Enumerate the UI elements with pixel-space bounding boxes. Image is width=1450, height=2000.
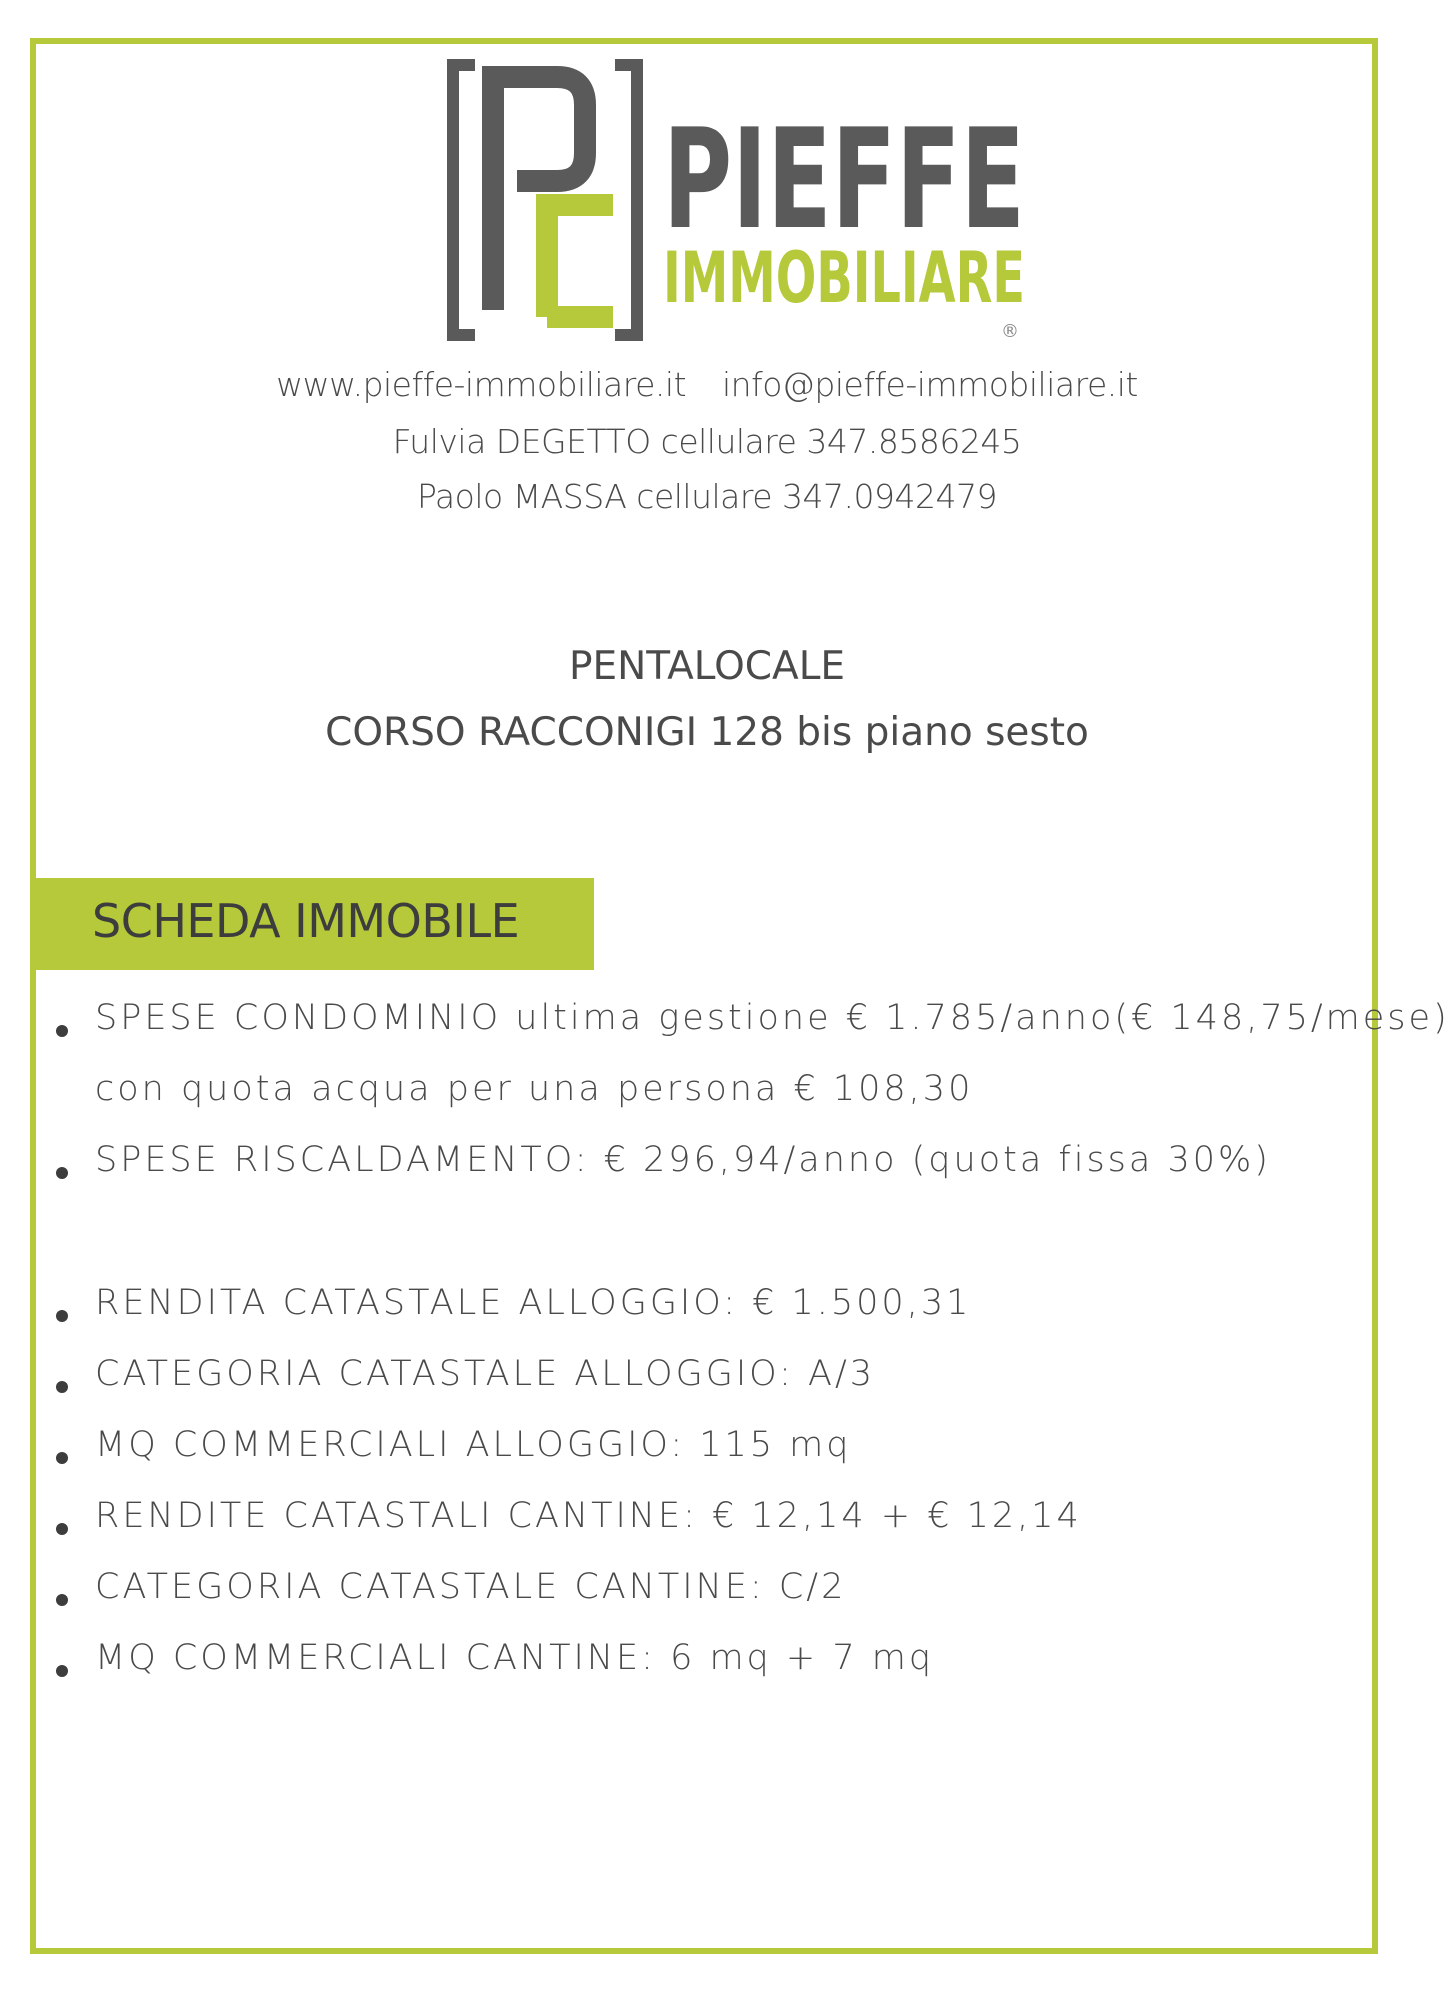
detail-mq-cantine: MQ COMMERCIALI CANTINE: 6 mq + 7 mq — [95, 1638, 935, 1678]
property-type: PENTALOCALE — [568, 644, 846, 689]
wordmark-bottom: IMMOBILIARE — [663, 237, 1025, 319]
registered-mark: ® — [1001, 321, 1019, 342]
detail-rendita-alloggio: RENDITA CATASTALE ALLOGGIO: € 1.500,31 — [95, 1283, 972, 1323]
property-address: CORSO RACCONIGI 128 bis piano sesto — [325, 710, 1089, 755]
bracket-left-icon — [453, 65, 475, 335]
wordmark-top: PIEFFE — [663, 99, 1025, 260]
website-link[interactable]: www.pieffe-immobiliare.it — [276, 365, 687, 404]
detail-condominio-cont: con quota acqua per una persona € 108,30 — [95, 1069, 974, 1109]
detail-rendite-cantine: RENDITE CATASTALI CANTINE: € 12,14 + € 12,14 — [95, 1496, 1082, 1536]
pieffe-logo — [445, 55, 1035, 345]
agent-2-contact: Paolo MASSA cellulare 347.0942479 — [417, 477, 997, 516]
detail-categoria-alloggio: CATEGORIA CATASTALE ALLOGGIO: A/3 — [95, 1354, 876, 1394]
detail-condominio: SPESE CONDOMINIO ultima gestione € 1.785/anno(€ 148,75/mese) — [95, 998, 1450, 1038]
monogram-f-icon — [547, 205, 613, 317]
agent-1-contact: Fulvia DEGETTO cellulare 347.8586245 — [392, 422, 1022, 461]
contact-web-email — [0, 365, 1414, 404]
email-link[interactable]: info@pieffe-immobiliare.it — [722, 365, 1138, 404]
detail-riscaldamento: SPESE RISCALDAMENTO: € 296,94/anno (quota fissa 30%) — [95, 1140, 1271, 1180]
detail-mq-alloggio: MQ COMMERCIALI ALLOGGIO: 115 mq — [95, 1425, 852, 1465]
detail-categoria-cantine: CATEGORIA CATASTALE CANTINE: C/2 — [95, 1567, 847, 1607]
bracket-right-icon — [615, 65, 637, 335]
section-title: SCHEDA IMMOBILE — [92, 894, 520, 948]
